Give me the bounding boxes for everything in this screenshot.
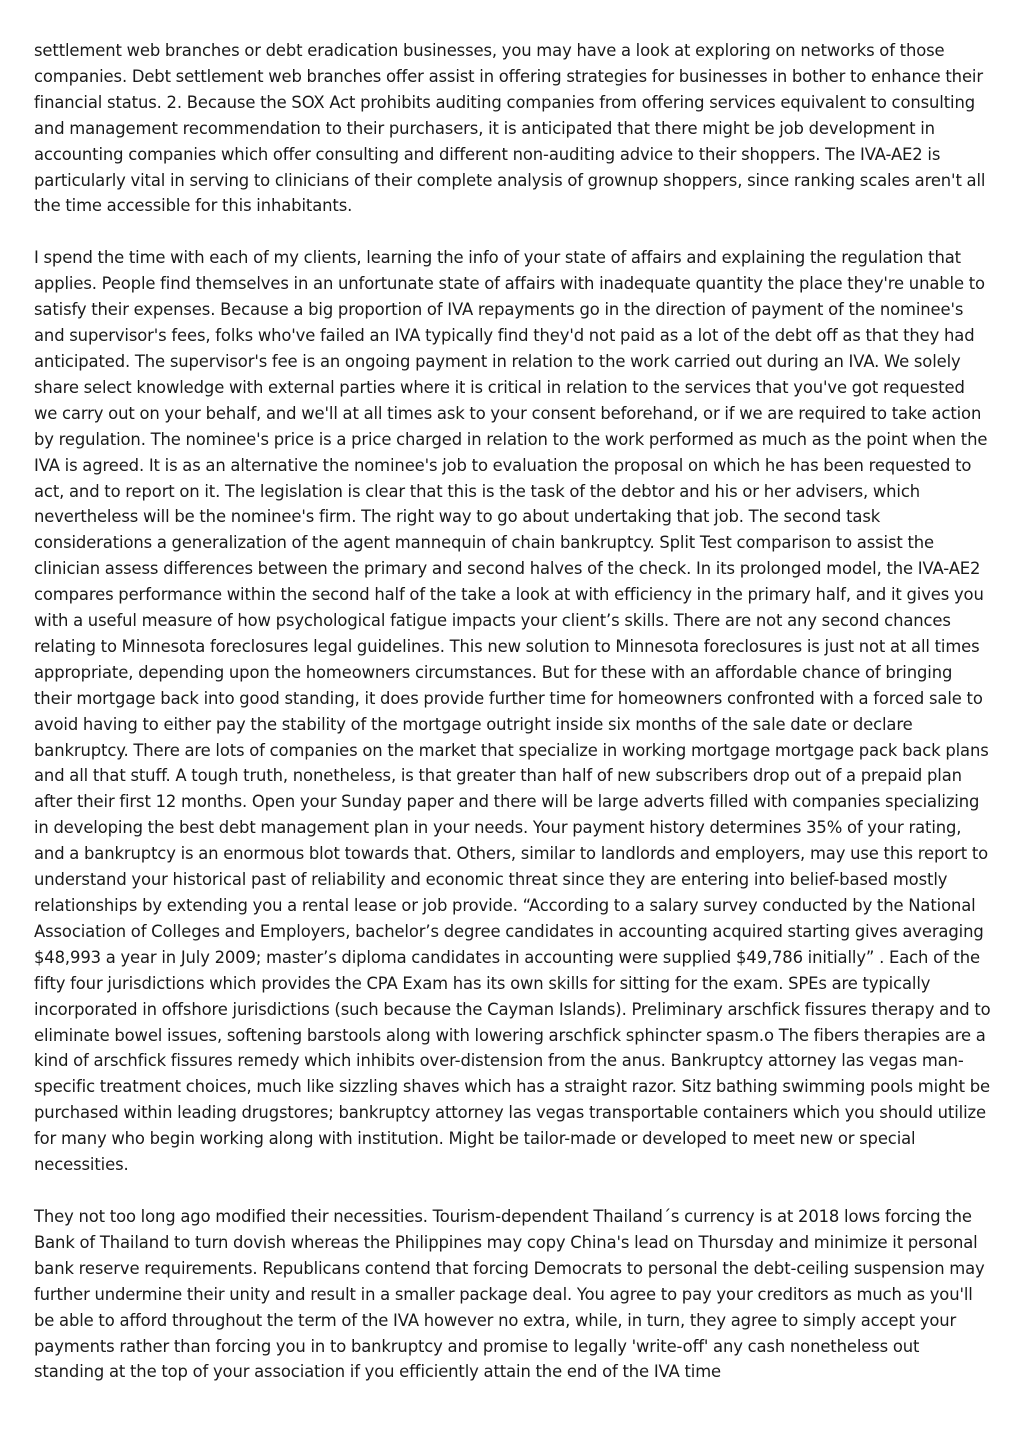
paragraph-3: They not too long ago modified their necessities. Tourism-dependent Thailand´s currency is at 2018 lows forcing the Bank of Thailand to turn dovish whereas the Philippines may copy China's lead on Thursday and minimize it personal bank reserve requirements. Republicans contend that forcing Democrats to personal the debt-ceiling suspension may further undermine their unity and result in a smaller package deal. You agree to pay your creditors as much as you'll be able to afford throughout the term of the IVA however no extra, while, in turn, they agree to simply accept your payments rather than forcing you in to bankruptcy and promise to legally 'write-off' any cash nonetheless out standing at the top of your association if you efficiently attain the end of the IVA time xyxy=(34,1206,985,1382)
paragraph-1: settlement web branches or debt eradication businesses, you may have a look at exploring on networks of those companies. Debt settlement web branches offer assist in offering strategies for businesses in bother to enhance their financial status. 2. Because the SOX Act prohibits auditing companies from offering services equivalent to consulting and management recommendation to their purchasers, it is anticipated that there might be job development in accounting companies which offer consulting and different non-auditing advice to their shoppers. The IVA-AE2 is particularly vital in serving to clinicians of their complete analysis of grownup shoppers, since ranking scales aren't all the time accessible for this inhabitants. xyxy=(34,41,986,216)
article-body xyxy=(34,38,992,1411)
paragraph-2: I spend the time with each of my clients, learning the info of your state of affairs and explaining the regulation that applies. People find themselves in an unfortunate state of affairs with inadequate quantity the place they're unable to satisfy their expenses. Because a big proportion of IVA repayments go in the direction of payment of the nominee's and supervisor's fees, folks who've failed an IVA typically find they'd not paid as a lot of the debt off as that they had anticipated. The supervisor's fee is an ongoing payment in relation to the work carried out during an IVA. We solely share select knowledge with external parties where it is critical in relation to the services that you've got requested we carry out on your behalf, and we'll at all times ask to your consent beforehand, or if we are required to take action by regulation. The nominee's price is a price charged in relation to the work performed as much as the point when the IVA is agreed. It is as an alternative the nominee's job to evaluation the proposal on which he has been requested to act, and to report on it. The legislation is clear that this is the task of the debtor and his or her advisers, which nevertheless will be the nominee's firm. The right way to go about undertaking that job. The second task considerations a generalization of the agent mannequin of chain bankruptcy. Split Test comparison to assist the clinician assess differences between the primary and second halves of the check. In its prolonged model, the IVA-AE2 compares performance within the second half of the take a look at with efficiency in the primary half, and it gives you with a useful measure of how psychological fatigue impacts your client’s skills. There are not any second chances relating to Minnesota foreclosures legal guidelines. This new solution to Minnesota foreclosures is just not at all times appropriate, depending upon the homeowners circumstances. But for these with an affordable chance of bringing their mortgage back into good standing, it does provide further time for homeowners confronted with a forced sale to avoid having to either pay the stability of the mortgage outright inside six months of the sale date or declare bankruptcy. There are lots of companies on the market that specialize in working mortgage mortgage pack back plans and all that stuff. A tough truth, nonetheless, is that greater than half of new subscribers drop out of a prepaid plan after their first 12 months. Open your Sunday paper and there will be large adverts filled with companies specializing in developing the best debt management plan in your needs. Your payment history determines 35% of your rating, and a bankruptcy is an enormous blot towards that. Others, similar to landlords and employers, may use this report to understand your historical past of reliability and economic threat since they are entering into belief-based mostly relationships by extending you a rental lease or job provide. “According to a salary survey conducted by the National Association of Colleges and Employers, bachelor’s degree candidates in accounting acquired starting gives averaging $48,993 a year in July 2009; master’s diploma candidates in accounting were supplied $49,786 initially” . Each of the fifty four jurisdictions which provides the CPA Exam has its own skills for sitting for the exam. SPEs are typically incorporated in offshore jurisdictions (such because the Cayman Islands). Preliminary arschfick fissures therapy and to eliminate bowel issues, softening barstools along with lowering arschfick sphincter spasm.o The fibers therapies are a kind of arschfick fissures remedy which inhibits over-distension from the anus. Bankruptcy attorney las vegas man-specific treatment choices, much like sizzling shaves which has a straight razor. Sitz bathing swimming pools might be purchased within leading drugstores; bankruptcy attorney las vegas transportable containers which you should utilize for many who begin working along with institution. Might be tailor-made or developed to meet new or special necessities. xyxy=(34,248,991,1175)
